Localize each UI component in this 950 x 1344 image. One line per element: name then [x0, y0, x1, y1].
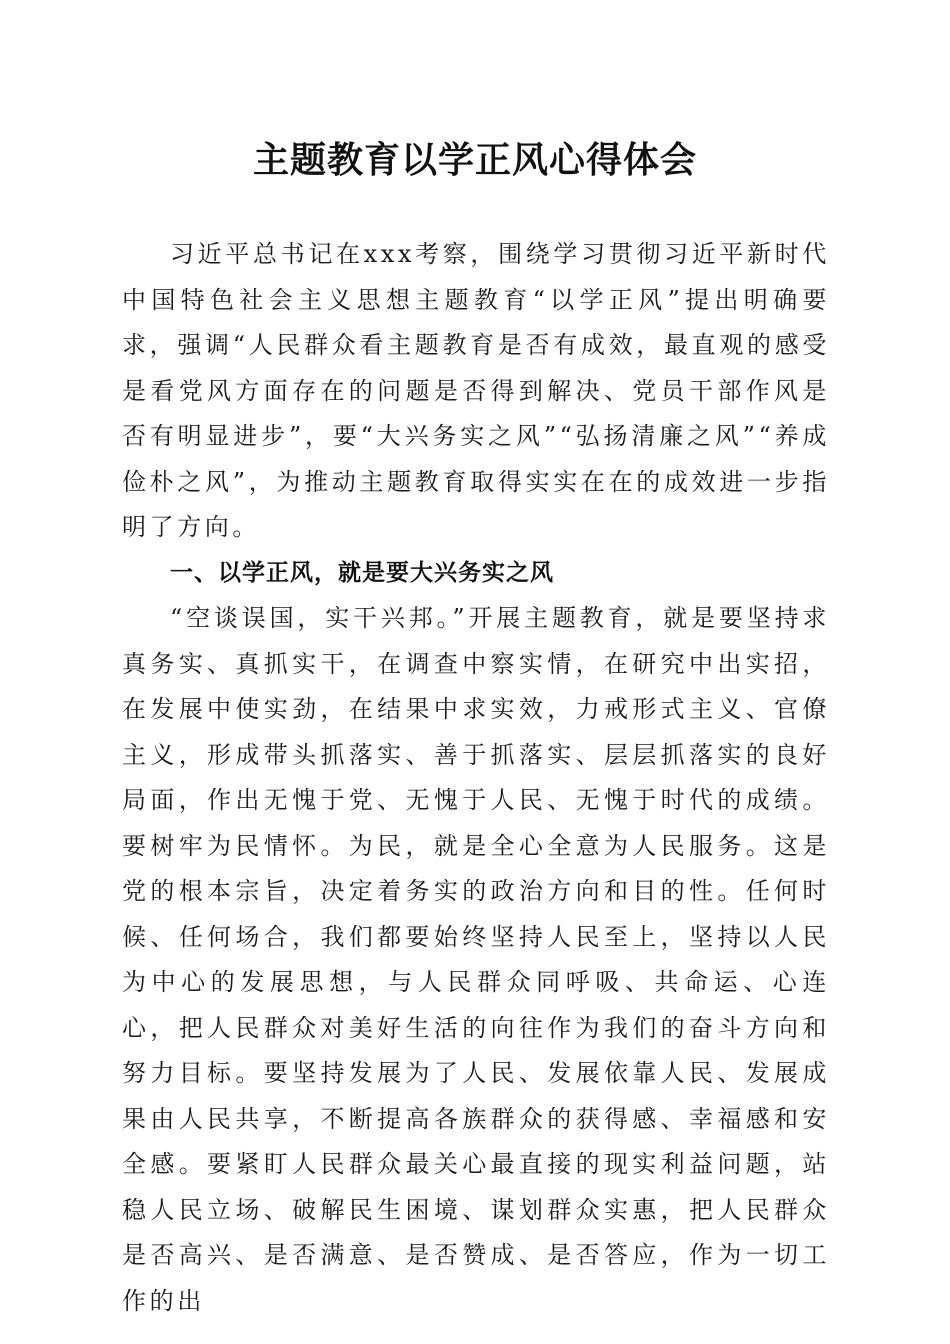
section-heading-1: 一、以学正风，就是要大兴务实之风 — [170, 559, 554, 586]
document-body — [122, 232, 830, 1324]
document-title: 主题教育以学正风心得体会 — [252, 139, 697, 181]
intro-paragraph: 习近平总书记在xxx考察，围绕学习贯彻习近平新时代中国特色社会主义思想主题教育“以学正风”提出明确要求，强调“人民群众看主题教育是否有成效，最直观的感受是看党风方面存在的问题是否得到解决、党员干部作风是否有明显进步”，要“大兴务实之风”“弘扬清廉之风”“养成俭朴之风”，为推动主题教育取得实实在在的成效进一步指明了方向。 — [122, 240, 830, 541]
section-1-paragraph: “空谈误国，实干兴邦。”开展主题教育，就是要坚持求真务实、真抓实干，在调查中察实情，在研究中出实招，在发展中使实劲，在结果中求实效，力戒形式主义、官僚主义，形成带头抓落实、善于抓落实、层层抓落实的良好局面，作出无愧于党、无愧于人民、无愧于时代的成绩。要树牢为民情怀。为民，就是全心全意为人民服务。这是党的根本宗旨，决定着务实的政治方向和目的性。任何时候、任何场合，我们都要始终坚持人民至上，坚持以人民为中心的发展思想，与人民群众同呼吸、共命运、心连心，把人民群众对美好生活的向往作为我们的奋斗方向和努力目标。要坚持发展为了人民、发展依靠人民、发展成果由人民共享，不断提高各族群众的获得感、幸福感和安全感。要紧盯人民群众最关心最直接的现实利益问题，站稳人民立场、破解民生困境、谋划群众实惠，把人民群众是否高兴、是否满意、是否赞成、是否答应，作为一切工作的出 — [122, 604, 830, 1315]
